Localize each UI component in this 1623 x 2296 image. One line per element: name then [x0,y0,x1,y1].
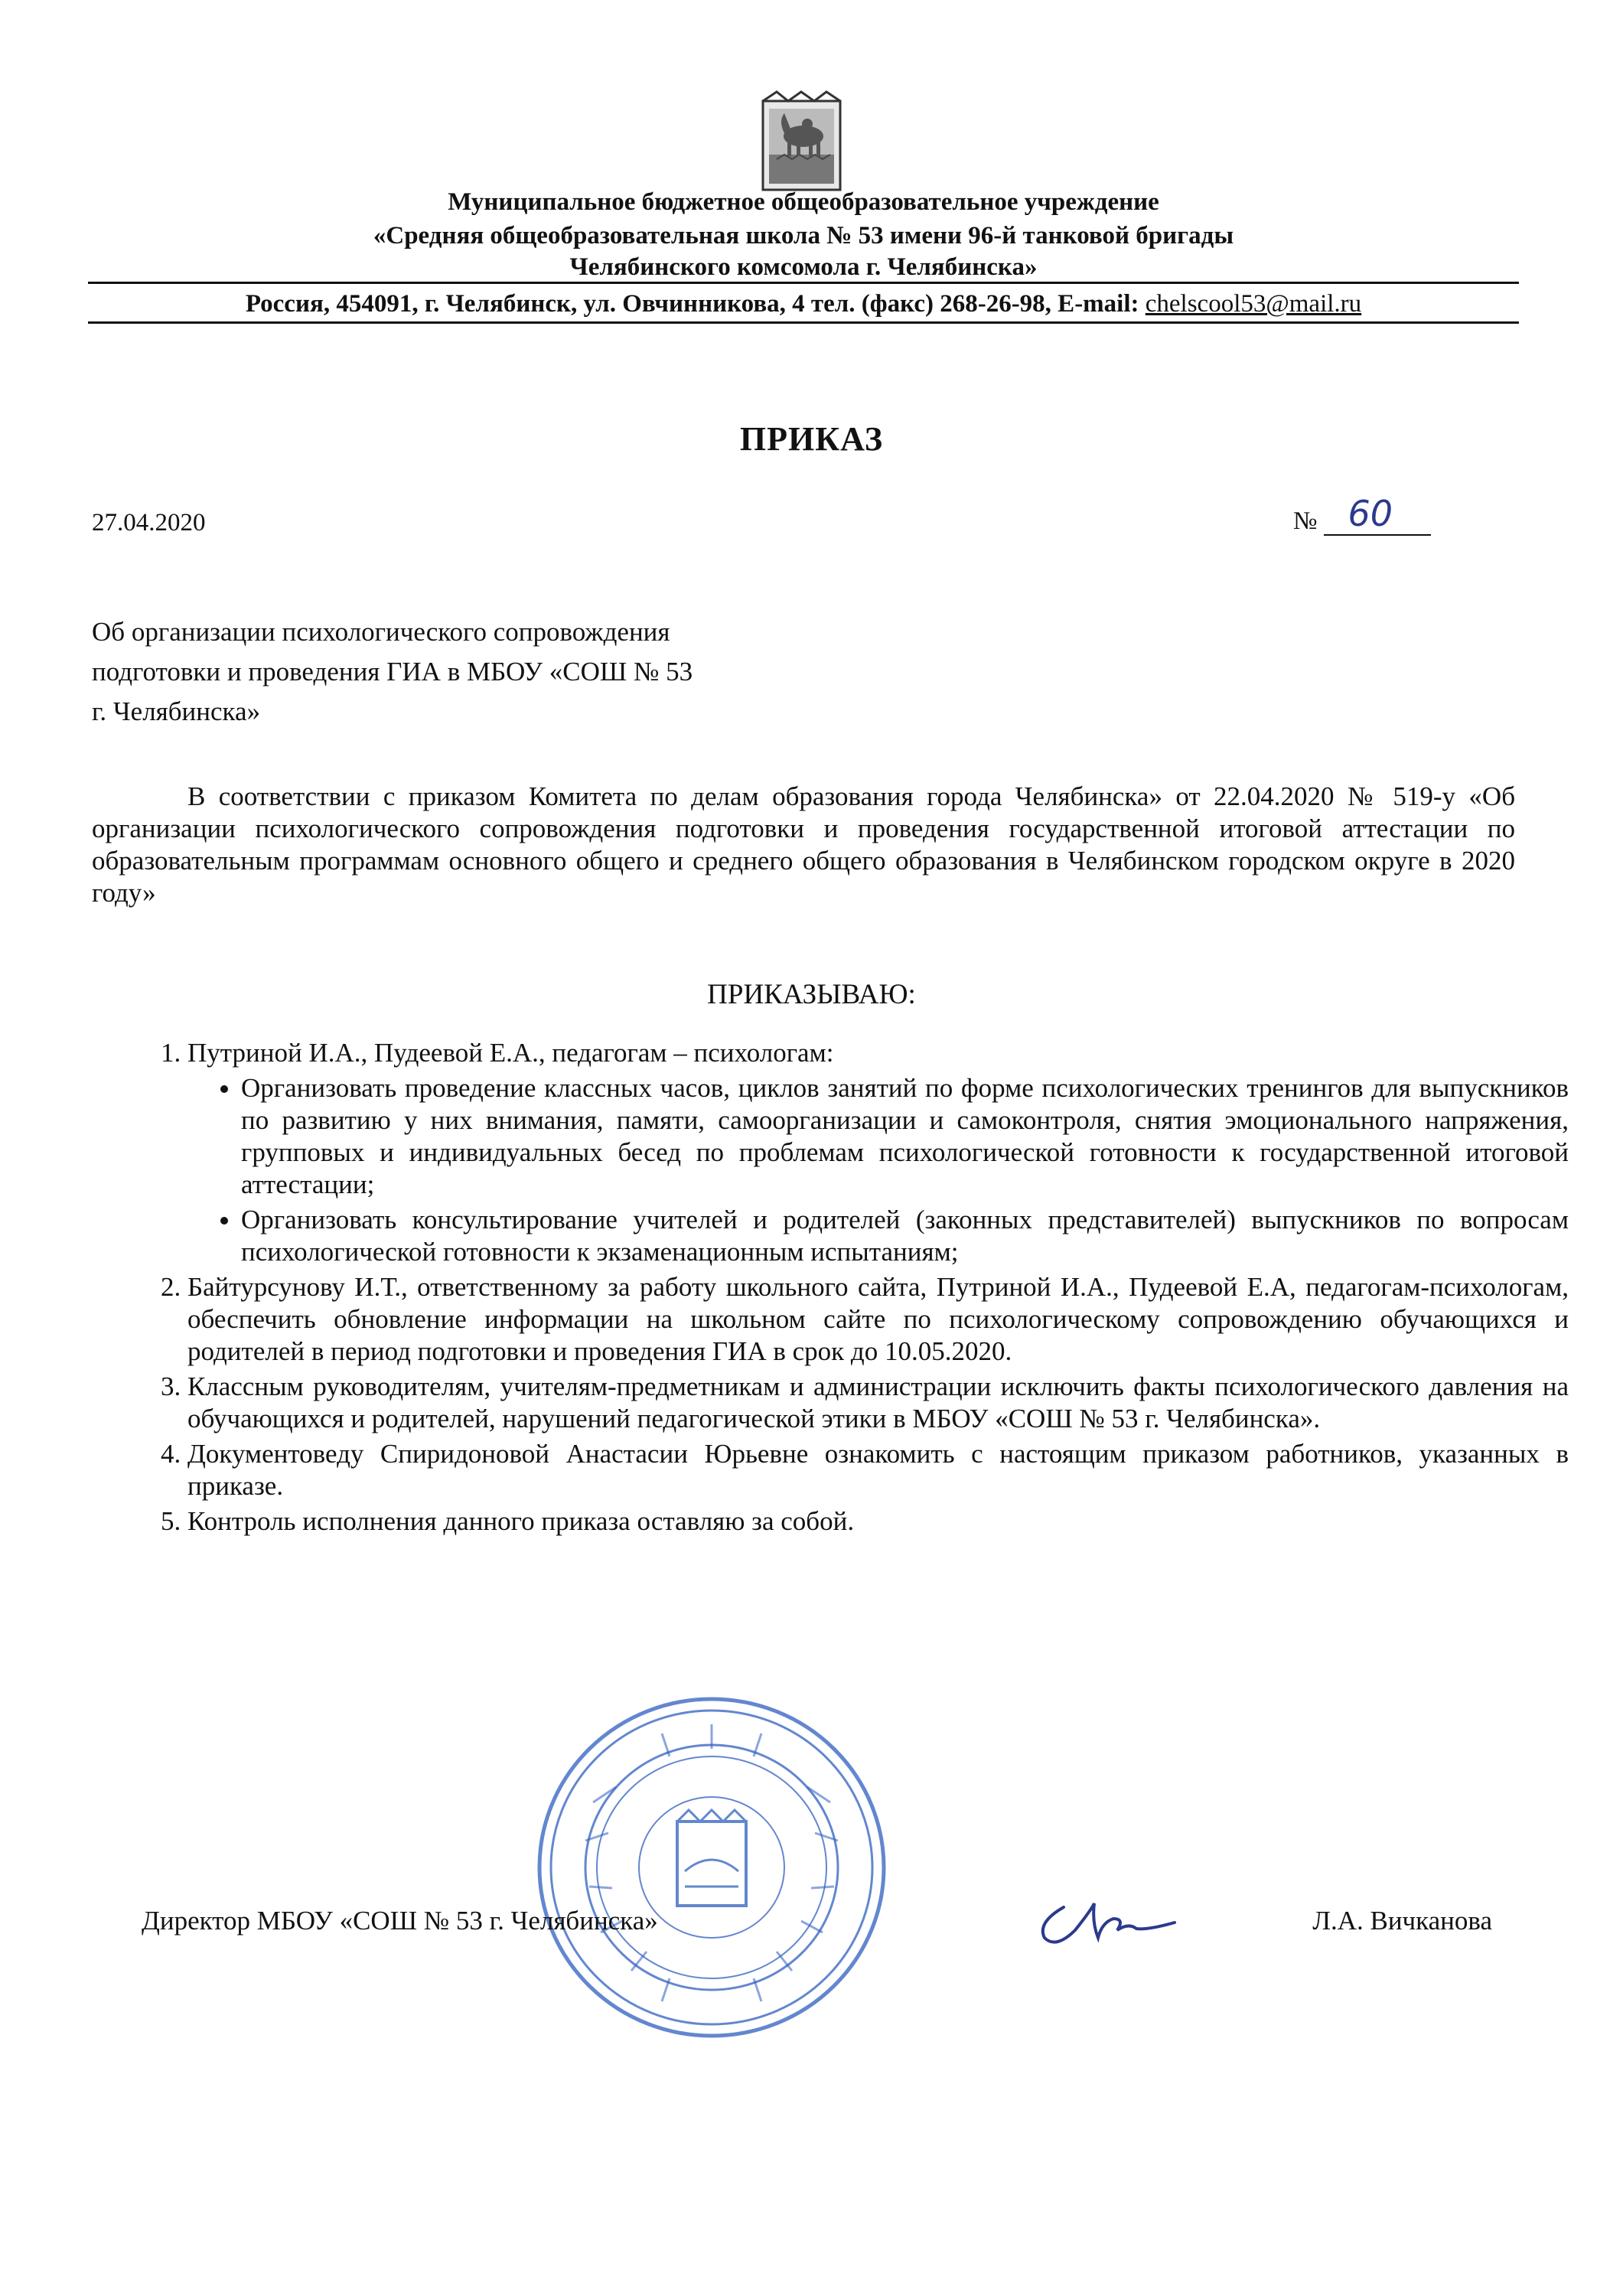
subject-line: г. Челябинска» [92,696,261,726]
document-number [1293,493,1431,536]
order-heading: ПРИКАЗЫВАЮ: [707,979,916,1010]
document-subject [92,612,693,732]
order-items-list [134,1037,1569,1541]
order-item-text: Путриной И.А., Пудеевой Е.А., педагогам – психологам: [187,1038,834,1068]
header-divider-top [88,282,1519,284]
contacts-line [88,288,1519,320]
org-name-line-3: Челябинского комсомола г. Челябинска» [569,253,1038,281]
sub-item: • Организовать проведение классных часов, циклов занятий по форме психологических тренингов для выпускников по развитию у них внимания, памяти, самоорганизации и самоконтроля, снятия эмоционального напряжения, групповых и индивидуальных бесед по проблемам психологической готовности к государственной итоговой аттестации; [241,1072,1569,1201]
order-item: 4. Документоведу Спиридоновой Анастасии Юрьевне ознакомить с настоящим приказом работников, указанных в приказе. [187,1438,1569,1502]
number-sign: № [1293,507,1318,535]
org-name-line-1: Муниципальное бюджетное общеобразовательное учреждение [448,188,1159,216]
preamble-paragraph: В соответствии с приказом Комитета по делам образования города Челябинска» от 22.04.2020 № 519-у «Об организации психологического сопровождения подготовки и проведения государственной итоговой аттестации по образовательным программам основного общего и среднего общего образования в Челябинском городском округе в 2020 году» [92,781,1515,908]
document-date: 27.04.2020 [92,509,206,536]
document-title: ПРИКАЗ [739,420,884,458]
subject-line: подготовки и проведения ГИА в МБОУ «СОШ № 53 [92,657,693,687]
subject-line: Об организации психологического сопровождения [92,617,670,647]
order-item: 5. Контроль исполнения данного приказа оставляю за собой. [187,1505,1569,1538]
stamp-icon [532,1688,891,2047]
order-item: 3. Классным руководителям, учителям-предметникам и администрации исключить факты психологического давления на обучающихся и родителей, нарушений педагогической этики в МБОУ «СОШ № 53 г. Челябинска». [187,1371,1569,1435]
order-item: 2. Байтурсунову И.Т., ответственному за работу школьного сайта, Путриной И.А., Пудеевой Е.А, педагогам-психологам, обеспечить обновление информации на школьном сайте по психологическому сопровождению обучающихся и родителей в период подготовки и проведения ГИА в срок до 10.05.2020. [187,1271,1569,1368]
order-item [187,1037,1569,1268]
email-link[interactable]: chelscool53@mail.ru [1145,290,1362,318]
sub-item: • Организовать консультирование учителей и родителей (законных представителей) выпускников по вопросам психологической готовности к экзаменационным испытаниям; [241,1204,1569,1268]
handwritten-signature-icon [1022,1877,1198,1961]
handwritten-number: 60 [1348,493,1393,534]
signature-block [142,1900,1515,1945]
number-field [1324,493,1431,536]
sub-items-list [187,1072,1569,1268]
signer-name: Л.А. Вичканова [1312,1906,1492,1936]
org-name-line-2: «Средняя общеобразовательная школа № 53 имени 96-й танковой бригады [373,222,1234,249]
signer-position: Директор МБОУ «СОШ № 53 г. Челябинска» [142,1906,658,1936]
contacts-text: Россия, 454091, г. Челябинск, ул. Овчинникова, 4 тел. (факс) 268-26-98, E-mail: [245,290,1146,318]
header-divider-bottom [88,321,1519,324]
coat-of-arms-icon [761,90,842,191]
